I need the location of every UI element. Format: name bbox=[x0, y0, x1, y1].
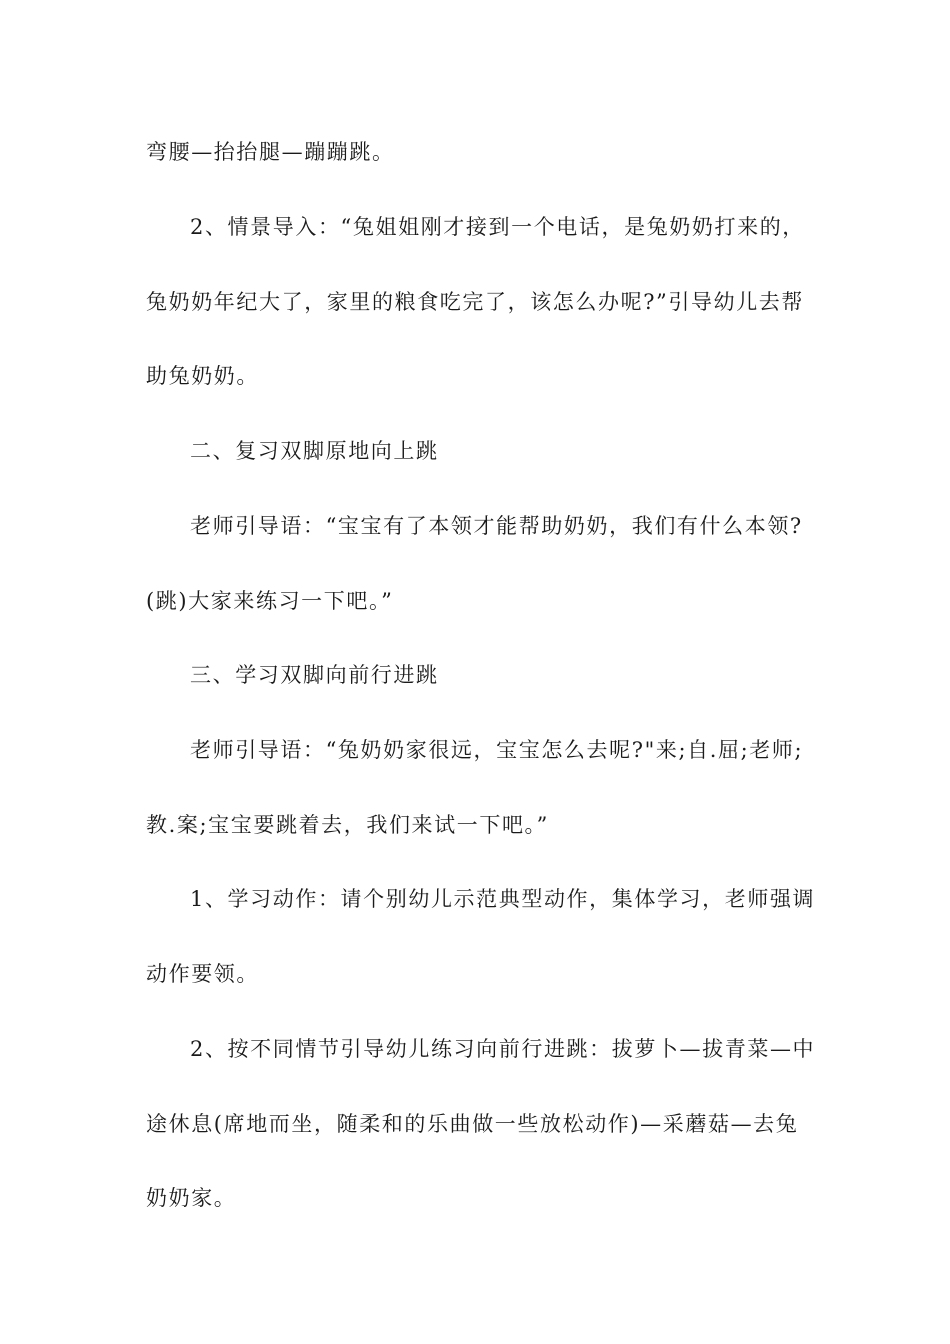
text-line: (跳)大家来练习一下吧。” bbox=[146, 589, 394, 613]
text-line: 2、情景导入：“兔姐姐刚才接到一个电话，是兔奶奶打来的， bbox=[190, 215, 805, 239]
text-line: 2、按不同情节引导幼儿练习向前行进跳：拔萝卜—拔青菜—中 bbox=[190, 1037, 816, 1061]
text-line: 兔奶奶年纪大了，家里的粮食吃完了，该怎么办呢?”引导幼儿去帮 bbox=[146, 290, 804, 314]
text-line: 奶奶家。 bbox=[146, 1186, 237, 1210]
text-line: 动作要领。 bbox=[146, 962, 259, 986]
text-line: 弯腰—抬抬腿—蹦蹦跳。 bbox=[146, 140, 395, 164]
text-line: 途休息(席地而坐，随柔和的乐曲做一些放松动作)—采蘑菇—去兔 bbox=[146, 1112, 799, 1136]
text-line: 老师引导语：“兔奶奶家很远，宝宝怎么去呢?"来;自.屈;老师; bbox=[190, 738, 804, 762]
section-heading: 二、复习双脚原地向上跳 bbox=[190, 439, 439, 463]
section-heading: 三、学习双脚向前行进跳 bbox=[190, 663, 439, 687]
text-line: 助兔奶奶。 bbox=[146, 364, 259, 388]
text-line: 教.案;宝宝要跳着去，我们来试一下吧。” bbox=[146, 813, 549, 837]
text-line: 1、学习动作：请个别幼儿示范典型动作，集体学习，老师强调 bbox=[190, 887, 816, 911]
text-line: 老师引导语：“宝宝有了本领才能帮助奶奶，我们有什么本领? bbox=[190, 514, 803, 538]
